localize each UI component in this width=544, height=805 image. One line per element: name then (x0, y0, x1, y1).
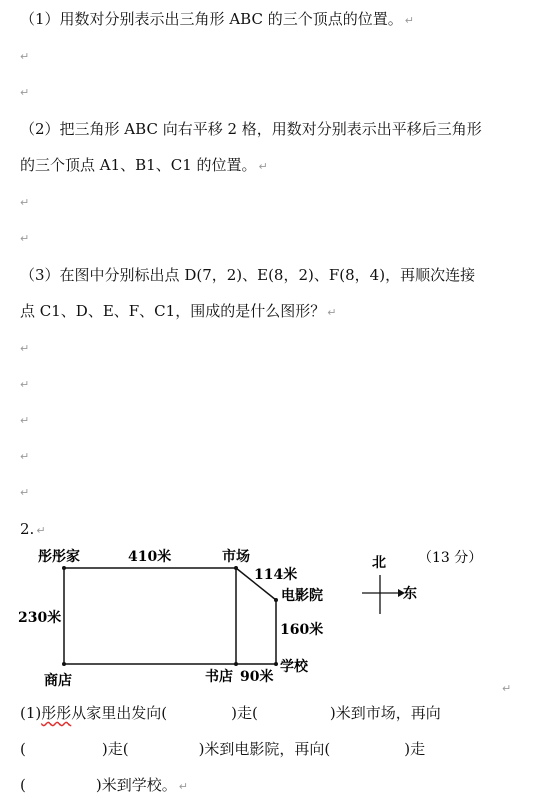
compass (362, 555, 417, 614)
question-2-text: 的三个顶点 A1、B1、C1 的位置。 (20, 156, 257, 174)
fill-question-line-3 (20, 774, 188, 795)
empty-paragraph: ↵ (20, 86, 30, 99)
left-distance-label: 230米 (18, 610, 62, 626)
cinema-point (274, 598, 278, 602)
student-name: 彤彤 (41, 704, 72, 722)
compass-east-label: 东 (403, 586, 417, 602)
market-point (234, 566, 238, 570)
empty-paragraph: ↵ (20, 50, 30, 63)
fill-text: ( (20, 776, 26, 794)
section-2-heading (20, 520, 46, 538)
market-label: 市场 (222, 549, 250, 565)
question-2-line-2 (20, 154, 268, 175)
paragraph-mark: ↵ (327, 306, 337, 319)
cinema-label: 电影院 (281, 588, 323, 604)
bookstore-point (234, 662, 238, 666)
question-1-text (20, 8, 414, 29)
top-distance-label: 410米 (128, 549, 172, 565)
empty-paragraph: ↵ (20, 450, 30, 463)
home-point (62, 566, 66, 570)
shop-point (62, 662, 66, 666)
school-label: 学校 (280, 659, 308, 675)
empty-paragraph: ↵ (20, 342, 30, 355)
empty-paragraph: ↵ (20, 232, 30, 245)
school-point (274, 662, 278, 666)
cinema-school-distance-label: 160米 (280, 622, 324, 638)
question-2-text: （2）把三角形 ABC 向右平移 2 格，用数对分别表示出平移后三角形 (20, 120, 482, 138)
paragraph-mark: ↵ (502, 682, 512, 695)
empty-paragraph: ↵ (20, 486, 30, 499)
fill-question-number: (1) (20, 704, 42, 722)
empty-paragraph: ↵ (20, 414, 30, 427)
paragraph-mark: ↵ (258, 160, 268, 173)
bookstore-label: 书店 (205, 669, 233, 685)
score-label: （13 分） (418, 550, 483, 566)
question-2-line-1 (20, 118, 482, 139)
market-cinema-distance-label: 114米 (254, 567, 298, 583)
fill-text: )走( (101, 740, 129, 758)
bookstore-school-distance-label: 90米 (240, 669, 274, 685)
question-3-text: 点 C1、D、E、F、C1，围成的是什么图形？ (20, 302, 326, 320)
fill-text: ( (20, 740, 26, 758)
question-3-line-2 (20, 300, 336, 321)
question-1-line: （1）用数对分别表示出三角形 ABC 的三个顶点的位置。 (20, 10, 403, 28)
fill-text: )米到市场，再向 (329, 704, 441, 722)
question-3-text: （3）在图中分别标出点 D(7，2)、E(8，2)、F(8，4)，再顺次连接 (20, 266, 476, 284)
paragraph-mark: ↵ (36, 524, 46, 537)
fill-text: )走( (231, 704, 258, 722)
paragraph-mark: ↵ (404, 14, 414, 27)
question-3-line-1 (20, 264, 475, 285)
home-label: 彤彤家 (38, 549, 80, 565)
section-number: 2. (20, 520, 35, 538)
compass-north-label: 北 (372, 555, 386, 571)
fill-text: )走 (404, 740, 426, 758)
empty-paragraph: ↵ (20, 196, 30, 209)
fill-text: 从家里出发向( (71, 704, 168, 722)
fill-text: )米到电影院，再向( (198, 740, 331, 758)
fill-question-line-2 (20, 738, 425, 759)
paragraph-mark: ↵ (178, 780, 188, 793)
shop-label: 商店 (44, 673, 72, 689)
fill-question-line-1 (20, 702, 441, 723)
fill-text: )米到学校。 (95, 776, 177, 794)
empty-paragraph: ↵ (20, 378, 30, 391)
route-diagram (0, 540, 544, 690)
